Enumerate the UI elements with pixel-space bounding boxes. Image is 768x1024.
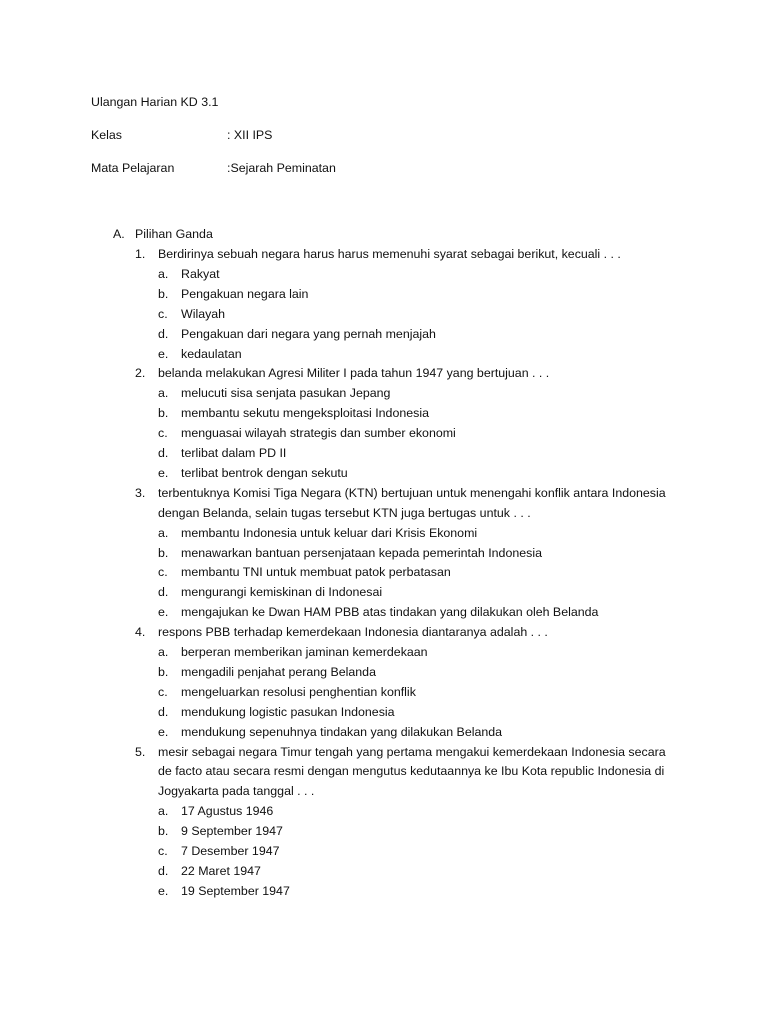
question-text: belanda melakukan Agresi Militer I pada tahun 1947 yang bertujuan . . . bbox=[158, 366, 550, 381]
option-letter: e. bbox=[158, 724, 169, 739]
option-text: mengurangi kemiskinan di Indonesai bbox=[181, 585, 383, 600]
option-text: 9 September 1947 bbox=[181, 824, 283, 839]
option-letter: c. bbox=[158, 565, 168, 580]
option-text: Pengakuan dari negara yang pernah menjajah bbox=[181, 326, 436, 341]
worksheet-title: Ulangan Harian KD 3.1 bbox=[91, 95, 219, 109]
option-text: mendukung logistic pasukan Indonesia bbox=[181, 704, 395, 719]
option-text: 7 Desember 1947 bbox=[181, 844, 280, 858]
option-text: membantu sekutu mengeksploitasi Indonesia bbox=[181, 406, 429, 421]
option-text: kedaulatan bbox=[181, 346, 242, 361]
option-text: 22 Maret 1947 bbox=[181, 863, 261, 878]
option-text: mengeluarkan resolusi penghentian konflik bbox=[181, 684, 416, 699]
class-label: Kelas bbox=[91, 128, 122, 142]
option-letter: e. bbox=[158, 605, 169, 620]
option-text: menawarkan bantuan persenjataan kepada pemerintah Indonesia bbox=[181, 545, 542, 560]
class-value: : XII IPS bbox=[227, 128, 273, 142]
option-letter: d. bbox=[158, 585, 169, 600]
option-text: terlibat dalam PD II bbox=[181, 446, 287, 460]
option-letter: b. bbox=[158, 664, 169, 679]
section-title: Pilihan Ganda bbox=[135, 227, 213, 241]
question-number: 5. bbox=[135, 744, 146, 759]
option-text: membantu TNI untuk membuat patok perbatasan bbox=[181, 565, 451, 580]
option-text: mengadili penjahat perang Belanda bbox=[181, 664, 376, 679]
option-letter: e. bbox=[158, 465, 169, 480]
option-letter: a. bbox=[158, 386, 169, 401]
option-letter: a. bbox=[158, 804, 169, 819]
option-text: membantu Indonesia untuk keluar dari Krisis Ekonomi bbox=[181, 525, 478, 540]
option-letter: d. bbox=[158, 326, 169, 341]
option-text: 19 September 1947 bbox=[181, 883, 290, 898]
question-number: 1. bbox=[135, 247, 146, 261]
option-text: mengajukan ke Dwan HAM PBB atas tindakan yang dilakukan oleh Belanda bbox=[181, 605, 599, 620]
subject-value: :Sejarah Peminatan bbox=[227, 161, 336, 175]
option-text: terlibat bentrok dengan sekutu bbox=[181, 465, 348, 480]
class-row bbox=[91, 127, 272, 143]
option-letter: b. bbox=[158, 545, 169, 560]
option-letter: c. bbox=[158, 306, 168, 321]
option-text: Pengakuan negara lain bbox=[181, 286, 309, 301]
subject-row bbox=[91, 160, 336, 176]
section-letter: A. bbox=[113, 227, 125, 241]
option-text: mendukung sepenuhnya tindakan yang dilakukan Belanda bbox=[181, 724, 503, 739]
question-text: Jogyakarta pada tanggal . . . bbox=[158, 784, 315, 799]
question-number: 4. bbox=[135, 625, 146, 640]
question-text: respons PBB terhadap kemerdekaan Indonesia diantaranya adalah . . . bbox=[158, 625, 548, 640]
option-letter: b. bbox=[158, 286, 169, 301]
option-letter: c. bbox=[158, 426, 168, 441]
option-letter: e. bbox=[158, 883, 169, 898]
option-letter: d. bbox=[158, 446, 169, 460]
option-letter: c. bbox=[158, 844, 168, 858]
option-letter: a. bbox=[158, 266, 169, 281]
option-text: menguasai wilayah strategis dan sumber ekonomi bbox=[181, 426, 456, 441]
subject-label: Mata Pelajaran bbox=[91, 161, 175, 175]
option-letter: a. bbox=[158, 525, 169, 540]
option-text: Wilayah bbox=[181, 306, 226, 321]
option-letter: d. bbox=[158, 863, 169, 878]
option-text: berperan memberikan jaminan kemerdekaan bbox=[181, 645, 428, 659]
question-text: terbentuknya Komisi Tiga Negara (KTN) bertujuan untuk menengahi konflik antara Indonesia bbox=[158, 485, 666, 500]
question-number: 2. bbox=[135, 366, 146, 381]
question-text: dengan Belanda, selain tugas tersebut KTN juga bertugas untuk . . . bbox=[158, 505, 531, 520]
question-text: Berdirinya sebuah negara harus harus memenuhi syarat sebagai berikut, kecuali . . . bbox=[158, 247, 621, 261]
option-letter: b. bbox=[158, 406, 169, 421]
question-number: 3. bbox=[135, 485, 146, 500]
option-letter: b. bbox=[158, 824, 169, 839]
question-text: de facto atau secara resmi dengan mengutus kedutaannya ke Ibu Kota republic Indonesia di bbox=[158, 764, 665, 779]
option-text: melucuti sisa senjata pasukan Jepang bbox=[181, 386, 391, 401]
option-letter: d. bbox=[158, 704, 169, 719]
option-letter: e. bbox=[158, 346, 169, 361]
option-letter: c. bbox=[158, 684, 168, 699]
option-letter: a. bbox=[158, 645, 169, 659]
option-text: Rakyat bbox=[181, 266, 220, 281]
question-text: mesir sebagai negara Timur tengah yang pertama mengakui kemerdekaan Indonesia secara bbox=[158, 744, 666, 759]
option-text: 17 Agustus 1946 bbox=[181, 804, 274, 819]
